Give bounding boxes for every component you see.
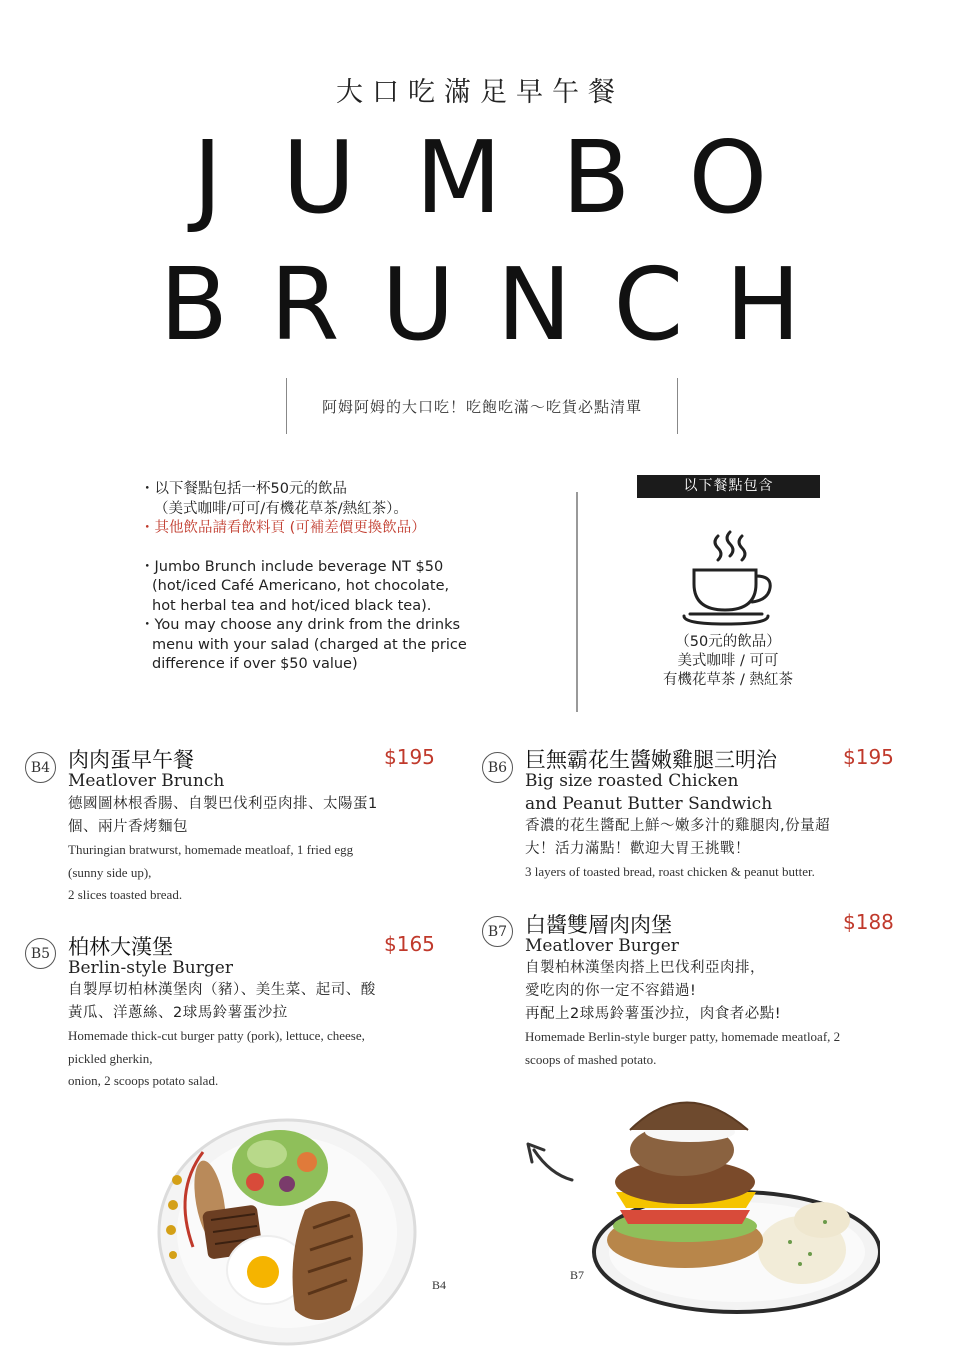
item-price-b4: $195 [384,745,435,769]
note-en-5: menu with your salad (charged at the price [152,636,467,653]
note-cn-1: ・以下餐點包括一杯50元的飲品 [140,481,347,497]
item-name-cn-b5: 柏林大漢堡 [68,935,173,959]
item-name-en-b7: Meatlover Burger [525,936,679,956]
note-en-4: ・You may choose any drink from the drinks [140,617,461,633]
note-en-1: ・Jumbo Brunch include beverage NT $50 [140,558,444,575]
desc-line: 自製柏林漢堡肉搭上巴伐利亞肉排， [525,960,765,976]
item-price-b5: $165 [384,932,435,956]
desc-line: 黃瓜、洋蔥絲、2球馬鈴薯蛋沙拉 [68,1005,288,1021]
note-en-6: difference if over $50 value) [152,656,358,672]
note-en-3: hot herbal tea and hot/iced black tea). [152,597,432,614]
burger-plate-photo [590,1092,880,1316]
desc-line: 愛吃肉的你一定不容錯過! [525,983,697,999]
item-code-b7: B7 [482,916,513,947]
desc-line: 3 layers of toasted bread, roast chicken & peanut butter. [525,864,815,879]
desc-line: (sunny side up), [68,864,152,880]
item-desc-en-b5 [68,1025,365,1093]
desc-line: 個、兩片香烤麵包 [68,819,188,835]
item-code-b6: B6 [482,752,513,783]
desc-line: 再配上2球馬鈴薯蛋沙拉，肉食者必點! [525,1006,782,1022]
beverage-notes [140,480,560,675]
note-cn-3: ・其他飲品請看飲料頁 (可補差價更換飲品） [140,520,426,536]
item-price-b7: $188 [843,910,894,934]
item-desc-cn-b6 [525,815,830,861]
tagline: 阿姆阿姆的大口吃！吃飽吃滿～吃貨必點清單 [321,397,642,416]
item-name-cn-b6: 巨無霸花生醬嫩雞腿三明治 [525,748,777,772]
item-name-cn-b4: 肉肉蛋早午餐 [68,748,194,772]
included-line-2: 美式咖啡 / 可可 [677,653,779,669]
subtitle-cn: 大口吃滿足早午餐 [336,77,624,108]
desc-line: 德國圖林根香腸、自製巴伐利亞肉排、太陽蛋1 [68,796,378,812]
item-name-en-b5: Berlin-style Burger [68,958,233,978]
photo-label-left: B4 [432,1278,447,1292]
brunch-plate-photo [155,1110,425,1350]
item-desc-cn-b4 [68,793,378,839]
arrow-up-left-icon [522,1140,578,1186]
name-en-line: and Peanut Butter Sandwich [525,794,773,814]
note-cn-2: （美式咖啡/可可/有機花草茶/熱紅茶）。 [154,500,408,517]
item-desc-cn-b7 [525,957,781,1026]
included-heading: 以下餐點包含 [637,475,820,498]
title-brunch: BRUNCH [159,246,843,363]
desc-line: Thuringian bratwurst, homemade meatloaf, 1 fried egg [68,842,354,857]
included-line-3: 有機花草茶 / 熱紅茶 [662,672,794,688]
item-price-b6: $195 [843,745,894,769]
item-desc-cn-b5 [68,979,376,1025]
item-name-en-b4: Meatlover Brunch [68,771,225,791]
desc-line: 自製厚切柏林漢堡肉（豬）、美生菜、起司、酸 [68,982,376,998]
coffee-cup-icon [680,530,780,628]
photo-label-right: B7 [570,1268,585,1282]
desc-line: scoops of mashed potato. [525,1051,657,1067]
desc-line: 2 slices toasted bread. [68,887,183,902]
desc-line: Homemade Berlin-style burger patty, homemade meatloaf, 2 [525,1029,841,1044]
divider-vertical [576,492,578,712]
name-en-line: Big size roasted Chicken [525,771,739,791]
item-code-b4: B4 [25,752,56,783]
title-jumbo: JUMBO [192,119,828,236]
included-line-1: （50元的飲品） [675,634,781,650]
tagline-box [286,378,678,434]
item-desc-en-b6 [525,861,815,884]
desc-line: 大！活力滿點！歡迎大胃王挑戰！ [525,841,750,857]
item-name-cn-b7: 白醬雙層肉肉堡 [525,913,672,937]
item-code-b5: B5 [25,938,56,969]
desc-line: onion, 2 scoops potato salad. [68,1073,219,1088]
desc-line: 香濃的花生醬配上鮮～嫩多汁的雞腿肉,份量超 [525,818,831,834]
note-en-2: (hot/iced Café Americano, hot chocolate, [152,578,450,594]
desc-line: pickled gherkin, [68,1050,153,1066]
item-desc-en-b7 [525,1026,840,1071]
item-name-en-b6 [525,770,772,816]
included-text [620,633,836,690]
desc-line: Homemade thick-cut burger patty (pork), lettuce, cheese, [68,1028,365,1043]
item-desc-en-b4 [68,839,353,907]
